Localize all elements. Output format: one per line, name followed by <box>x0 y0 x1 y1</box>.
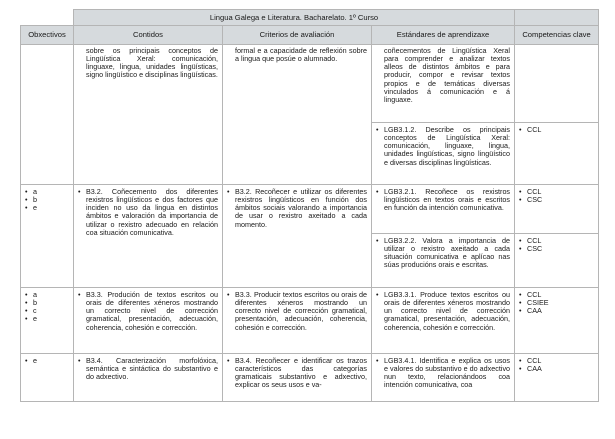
criterio-text: • B3.3. Producir textos escritos ou orais de diferentes xéneros mostrando un correcto nivel de corrección gramatical, presentación, adecuación, coherencia, cohesión e corrección. <box>227 291 367 331</box>
criterios-cell <box>223 354 372 402</box>
obxectivos-cell <box>21 185 74 288</box>
estandar-cell <box>372 45 515 123</box>
obxectivo-item: • a <box>25 188 69 196</box>
competencias-cell <box>515 185 599 234</box>
competencia-item: • CCL <box>519 357 594 365</box>
competencias-cell <box>515 45 599 123</box>
competencias-cell <box>515 354 599 402</box>
estandar-cell <box>372 288 515 354</box>
contido-text: • B3.4. Caracterización morfolóxica, semántica e sintáctica do substantivo e do adxectivo. <box>78 357 218 381</box>
column-header-contidos: Contidos <box>74 26 223 45</box>
competencia-item: • CCL <box>519 126 594 134</box>
table-row <box>21 45 599 123</box>
contido-text: sobre os principais conceptos de Lingüística Xeral: comunicación, linguaxe, lingua, unidades lingüísticas, signo lingüístico e disciplinas lingüísticas. <box>86 46 218 80</box>
competencia-item: • CSC <box>519 245 594 253</box>
title-filler-cell <box>515 10 599 26</box>
table-row <box>21 354 599 402</box>
criterio-text: • B3.2. Recoñecer e utilizar os diferentes rexistros lingüísticos en función dos ámbitos sociais valorando a importancia de usar o rexistro axeitado a cada momento. <box>227 188 367 228</box>
competencias-cell <box>515 123 599 185</box>
estandar-text: • LGB3.3.1. Produce textos escritos ou orais de diferentes xéneros mostrando un correcto nivel de corrección gramatical, presentación, adecuación, coherencia, cohesión e corrección. <box>376 291 510 331</box>
contido-text: • B3.3. Produción de textos escritos ou orais de diferentes xéneros mostrando un correcto nivel de corrección gramatical, presentación, adecuación, coherencia, cohesión e corrección. <box>78 291 218 331</box>
competencia-item: • CCL <box>519 291 594 299</box>
column-header-obxectivos: Obxectivos <box>21 26 74 45</box>
estandar-text: coñecementos de Lingüística Xeral para comprender e analizar textos alleos de distintos ámbitos e para producir, compor e revisar textos propios e de temáticas diversas vinculados á comunicación e á linguaxe. <box>384 46 511 104</box>
contido-text: • B3.2. Coñecemento dos diferentes rexistros lingüísticos e dos factores que inciden no uso da lingua en distintos ámbitos e valoración da importancia de utilizar o rexistro adecuado en relación coa situación comunicativa. <box>78 188 218 237</box>
obxectivo-item: • a <box>25 291 69 299</box>
competencias-cell <box>515 234 599 288</box>
contidos-cell <box>74 288 223 354</box>
estandar-text: • LGB3.1.2. Describe os principais conceptos de Lingüística Xeral: comunicación, linguaxe, lingua, unidades lingüísticas, signo lingüístico e diversas disciplinas lingüísticas. <box>376 126 510 166</box>
table-title-row <box>21 10 599 26</box>
table-row <box>21 185 599 234</box>
estandar-cell <box>372 123 515 185</box>
obxectivo-item: • c <box>25 307 69 315</box>
table-title: Lingua Galega e Literatura. Bacharelato. 1º Curso <box>74 10 515 26</box>
competencia-item: • CSC <box>519 196 594 204</box>
estandar-cell <box>372 234 515 288</box>
estandar-text: • LGB3.2.2. Valora a importancia de utilizar o rexistro axeitado a cada situación comunicativa e aplícao nas súas producións orais e escritas. <box>376 237 510 269</box>
obxectivos-cell <box>21 45 74 185</box>
contidos-cell <box>74 185 223 288</box>
column-header-competencias: Competencias clave <box>515 26 599 45</box>
competencia-item: • CCL <box>519 237 594 245</box>
competencia-item: • CAA <box>519 307 594 315</box>
competencia-item: • CAA <box>519 365 594 373</box>
criterios-cell <box>223 288 372 354</box>
column-header-estandares: Estándares de aprendizaxe <box>372 26 515 45</box>
obxectivo-item: • e <box>25 315 69 323</box>
estandar-text: • LGB3.4.1. Identifica e explica os usos e valores do substantivo e do adxectivo nun texto, relacionándoos coa intención comunicativa, coa <box>376 357 510 389</box>
estandar-cell <box>372 354 515 402</box>
column-header-row <box>21 26 599 45</box>
criterio-text: formal e a capacidade de reflexión sobre a lingua que posúe o alumnado. <box>235 46 367 64</box>
competencias-cell <box>515 288 599 354</box>
obxectivos-cell <box>21 288 74 354</box>
estandar-cell <box>372 185 515 234</box>
curriculum-table <box>20 9 599 402</box>
obxectivo-item: • e <box>25 357 69 365</box>
blank-corner-cell <box>21 10 74 26</box>
obxectivos-cell <box>21 354 74 402</box>
competencia-item: • CCL <box>519 188 594 196</box>
column-header-criterios: Criterios de avaliación <box>223 26 372 45</box>
obxectivo-item: • b <box>25 299 69 307</box>
criterios-cell <box>223 45 372 185</box>
table-row <box>21 288 599 354</box>
contidos-cell <box>74 45 223 185</box>
obxectivo-item: • b <box>25 196 69 204</box>
criterios-cell <box>223 185 372 288</box>
criterio-text: • B3.4. Recoñecer e identificar os trazos característicos das categorías gramaticais substantivo e adxectivo, explicar os seus usos e va- <box>227 357 367 389</box>
competencia-item: • CSIEE <box>519 299 594 307</box>
estandar-text: • LGB3.2.1. Recoñece os rexistros lingüísticos en textos orais e escritos en función da intención comunicativa. <box>376 188 510 212</box>
contidos-cell <box>74 354 223 402</box>
obxectivo-item: • e <box>25 204 69 212</box>
